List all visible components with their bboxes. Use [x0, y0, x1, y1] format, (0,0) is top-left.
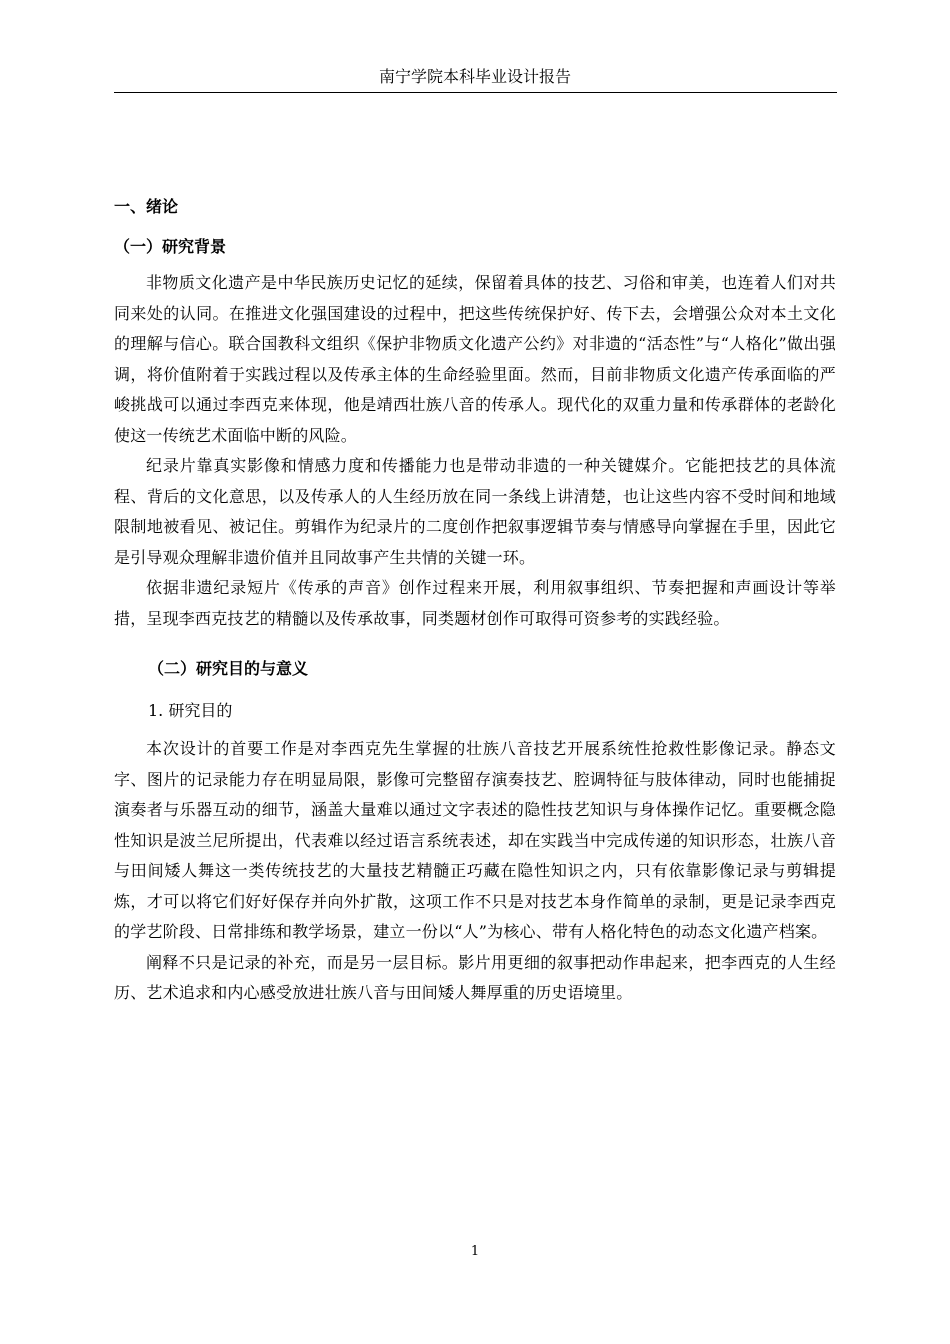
header-rule: [114, 92, 837, 93]
paragraph-5: 阐释不只是记录的补充，而是另一层目标。影片用更细的叙事把动作串起来，把李西克的人生经历、艺术追求和内心感受放进壮族八音与田间矮人舞厚重的历史语境里。: [114, 952, 836, 1002]
paragraph-4: 本次设计的首要工作是对李西克先生掌握的壮族八音技艺开展系统性抢救性影像记录。静态文字、图片的记录能力存在明显局限，影像可完整留存演奏技艺、腔调特征与肢体律动，同时也能捕捉演奏者与乐器互动的细节，涵盖大量难以通过文字表述的隐性技艺知识与身体操作记忆。重要概念隐性知识是波兰尼所提出，代表难以经过语言系统表述，却在实践当中完成传递的知识形态，壮族八音与田间矮人舞这一类传统技艺的大量技艺精髓正巧藏在隐性知识之内，只有依靠影像记录与剪辑提炼，才可以将它们好好保存并向外扩散，这项工作不只是对技艺本身作简单的录制，更是记录李西克的学艺阶段、日常排练和教学场景，建立一份以“人”为核心、带有人格化特色的动态文化遗产档案。: [114, 739, 836, 941]
paragraph-1: 非物质文化遗产是中华民族历史记忆的延续，保留着具体的技艺、习俗和审美，也连着人们对共同来处的认同。在推进文化强国建设的过程中，把这些传统保护好、传下去，会增强公众对本土文化的理解与信心。联合国教科文组织《保护非物质文化遗产公约》对非遗的“活态性”与“人格化”做出强调，将价值附着于实践过程以及传承主体的生命经验里面。然而，目前非物质文化遗产传承面临的严峻挑战可以通过李西克来体现，他是靖西壮族八音的传承人。现代化的双重力量和传承群体的老龄化使这一传统艺术面临中断的风险。: [114, 273, 836, 445]
paragraph-2: 纪录片靠真实影像和情感力度和传播能力也是带动非遗的一种关键媒介。它能把技艺的具体流程、背后的文化意思，以及传承人的人生经历放在同一条线上讲清楚，也让这些内容不受时间和地域限制地被看见、被记住。剪辑作为纪录片的二度创作把叙事逻辑节奏与情感导向掌握在手里，因此它是引导观众理解非遗价值并且同故事产生共情的关键一环。: [114, 456, 836, 567]
section-heading-background: （一）研究背景: [114, 237, 227, 256]
subsection-heading-purpose: 1. 研究目的: [148, 701, 233, 720]
section-heading-purpose: （二）研究目的与意义: [148, 659, 309, 678]
chapter-heading: 一、绪论: [114, 197, 179, 216]
running-header: 南宁学院本科毕业设计报告: [378, 67, 571, 86]
paragraph-3: 依据非遗纪录短片《传承的声音》创作过程来开展，利用叙事组织、节奏把握和声画设计等举措，呈现李西克技艺的精髓以及传承故事，同类题材创作可取得可资参考的实践经验。: [114, 578, 836, 628]
page-number: 1: [470, 1244, 480, 1259]
body-content: [114, 192, 836, 1009]
